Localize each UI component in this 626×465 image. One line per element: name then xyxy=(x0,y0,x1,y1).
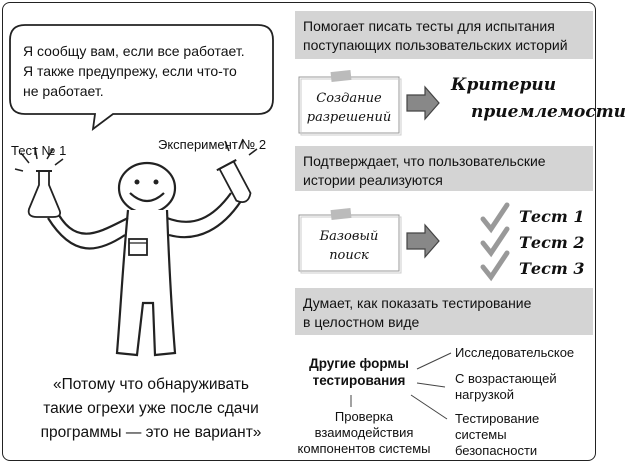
quote-text: «Потому что обнаруживать такие огрехи уже после сдачи программы — это не вариант» xyxy=(40,376,262,441)
left-arm xyxy=(55,208,128,234)
label-test-1: Тест № 1 xyxy=(11,143,67,158)
check-1 xyxy=(483,205,507,229)
note-basic-search-text: Базовый поиск xyxy=(319,229,379,263)
head xyxy=(119,163,175,213)
diagram-frame xyxy=(2,2,626,461)
label-experiment-2: Эксперимент № 2 xyxy=(158,137,267,152)
body xyxy=(117,210,175,355)
mindmap-center-line1: Другие формы xyxy=(309,356,409,371)
speech-bubble-text: Я сообщу вам, если все работает. Я также предупрежу, если что-то не работает. xyxy=(23,43,245,99)
note-creation-text: Создание разрешений xyxy=(306,91,392,125)
bar-section-3: Думает, как показать тестирование в целостном виде xyxy=(295,288,593,335)
right-arm xyxy=(167,193,231,222)
bar-section-2: Подтверждает, что пользовательские истории реализуются xyxy=(295,146,593,191)
check-3 xyxy=(483,253,507,277)
right-test-tube xyxy=(219,161,252,205)
right-eye xyxy=(154,180,159,185)
result-criteria-line2: приемлемости xyxy=(471,102,626,122)
check-2 xyxy=(483,229,507,253)
test-label-2: Тест 2 xyxy=(519,233,585,252)
mindmap-center-line2: тестирования xyxy=(312,373,406,388)
test-label-3: Тест 3 xyxy=(519,259,585,278)
note-tape-2 xyxy=(331,208,352,220)
note-tape xyxy=(331,70,352,82)
mindmap-center xyxy=(295,355,423,389)
result-criteria-line1: Критерии xyxy=(451,75,557,95)
branch-integration: Проверка взаимодействия компонентов системы xyxy=(297,409,431,456)
branch-load: С возрастающей нагрузкой xyxy=(455,371,557,402)
right-arm-inner xyxy=(169,201,241,237)
branch-exploratory: Исследовательское xyxy=(455,345,575,360)
left-flask xyxy=(29,171,60,217)
test-label-1: Тест 1 xyxy=(519,207,585,226)
arrow-2 xyxy=(407,225,439,257)
left-eye xyxy=(135,180,140,185)
bar-section-1: Помогает писать тесты для испытания поступающих пользовательских историй xyxy=(295,11,593,59)
arrow-1 xyxy=(407,87,439,119)
branch-security: Тестирование системы безопасности xyxy=(455,411,540,458)
